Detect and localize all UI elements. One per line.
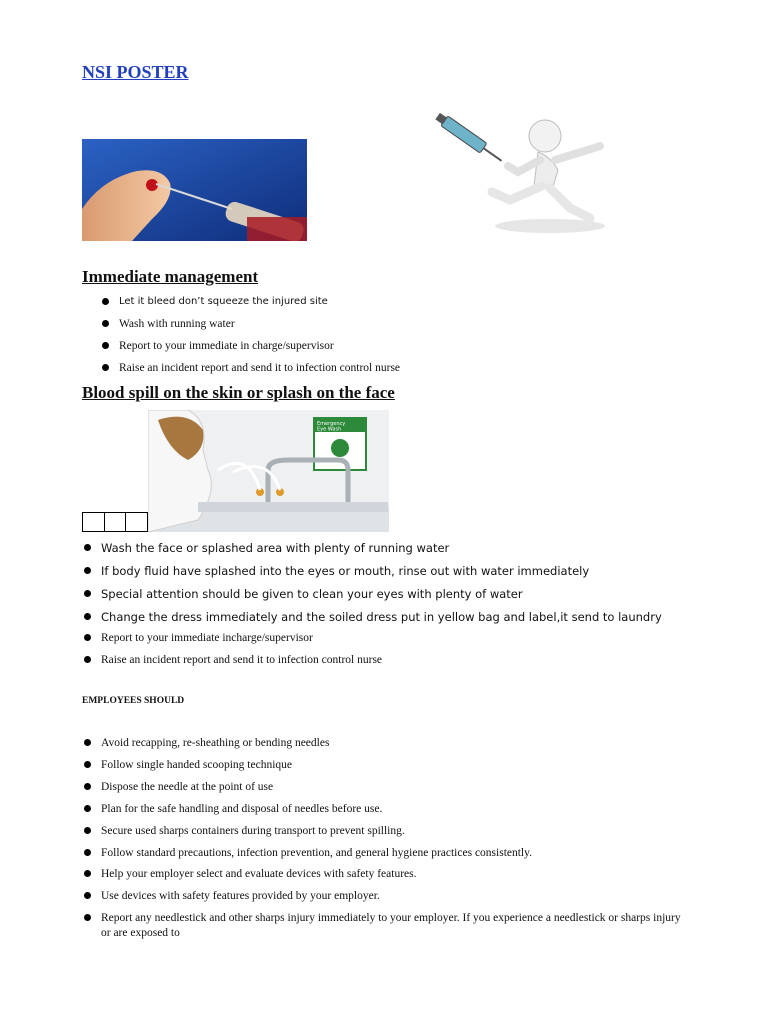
list-item: Follow standard precautions, infection prevention, and general hygiene practices consistently. xyxy=(82,846,692,860)
list-item: Report to your immediate incharge/supervisor xyxy=(82,631,382,645)
finger-needle-photo xyxy=(82,139,307,241)
list-item: Wash the face or splashed area with plenty of running water xyxy=(82,541,662,555)
immediate-management-list xyxy=(100,295,400,375)
table-cell xyxy=(126,513,147,531)
list-item: Raise an incident report and send it to infection control nurse xyxy=(100,361,400,375)
eyewash-station-illustration xyxy=(148,410,389,532)
list-item: Let it bleed don’t squeeze the injured site xyxy=(100,295,400,309)
eyewash-photo xyxy=(148,410,389,532)
list-item: If body fluid have splashed into the eyes or mouth, rinse out with water immediately xyxy=(82,564,662,578)
list-item: Plan for the safe handling and disposal of needles before use. xyxy=(82,802,692,816)
list-item: Dispose the needle at the point of use xyxy=(82,780,692,794)
running-figure-illustration xyxy=(430,108,620,243)
list-item: Follow single handed scooping technique xyxy=(82,758,692,772)
small-table xyxy=(82,512,148,532)
list-item: Special attention should be given to clean your eyes with plenty of water xyxy=(82,587,662,601)
list-item: Avoid recapping, re-sheathing or bending needles xyxy=(82,736,692,750)
heading-blood-spill: Blood spill on the skin or splash on the face xyxy=(82,383,395,402)
sign-text-line2: Eye Wash xyxy=(317,426,342,433)
sign-text-line1: Emergency xyxy=(317,421,346,427)
blood-spill-list-cont xyxy=(82,631,382,667)
page-title: NSI POSTER xyxy=(82,62,189,82)
list-item: Report to your immediate in charge/supervisor xyxy=(100,339,400,353)
list-item: Wash with running water xyxy=(100,317,400,331)
list-item: Secure used sharps containers during transport to prevent spilling. xyxy=(82,824,692,838)
list-item: Help your employer select and evaluate devices with safety features. xyxy=(82,867,692,881)
list-item: Raise an incident report and send it to infection control nurse xyxy=(82,653,382,667)
table-cell xyxy=(83,513,105,531)
heading-immediate-management: Immediate management xyxy=(82,267,259,286)
runner-syringe-graphic xyxy=(430,108,620,243)
list-item: Change the dress immediately and the soiled dress put in yellow bag and label,it send to laundry xyxy=(82,610,662,624)
list-item: Report any needlestick and other sharps injury immediately to your employer. If you experience a needlestick or sharps injury or are exposed to xyxy=(82,911,692,941)
finger-needle-illustration xyxy=(82,139,307,241)
blood-spill-list xyxy=(82,541,662,632)
list-item: Use devices with safety features provided by your employer. xyxy=(82,889,692,903)
table-cell xyxy=(105,513,127,531)
employees-should-list xyxy=(82,736,692,941)
heading-employees-should: EMPLOYEES SHOULD xyxy=(82,696,185,706)
